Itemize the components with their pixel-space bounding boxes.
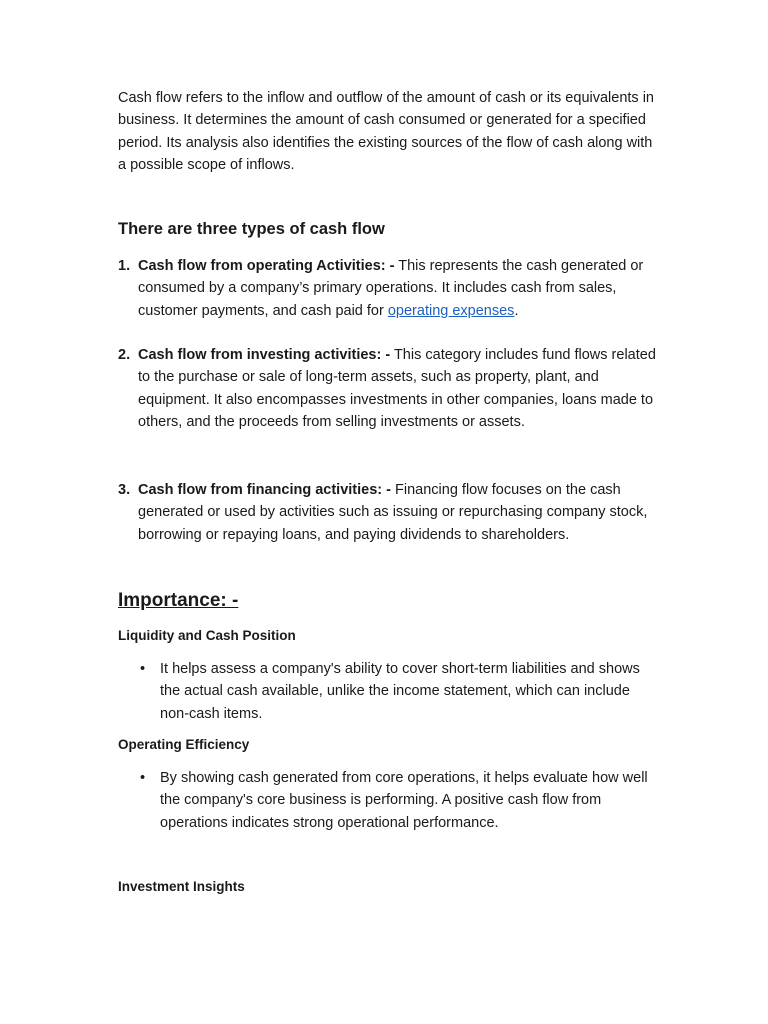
list-item-text: Financing flow focuses on the cash generated or used by activities such as issuing or repurchasing company stock, borrowing or repaying loans, and paying dividends to shareholders. <box>138 482 648 543</box>
list-number: 2. <box>118 347 131 363</box>
section-title-liquidity: Liquidity and Cash Position <box>118 628 296 643</box>
section-title-investment-insights: Investment Insights <box>118 879 245 894</box>
bullet-text: By showing cash generated from core operations, it helps evaluate how well the company's core business is performing. A positive cash flow from operations indicates strong operational performance. <box>160 770 648 831</box>
list-number: 3. <box>118 482 131 498</box>
list-item-lead: Cash flow from investing activities: - <box>138 347 391 363</box>
list-item-body <box>138 479 658 546</box>
document-page <box>118 87 658 894</box>
bullet-item-operating-efficiency <box>118 767 658 834</box>
list-item-financing <box>118 479 658 546</box>
list-item-lead: Cash flow from financing activities: - <box>138 482 391 498</box>
list-item-operating <box>118 255 658 322</box>
list-item-investing <box>118 344 658 434</box>
list-item-text: This category includes fund flows related to the purchase or sale of long-term assets, such as property, plant, and equipment. It also encompasses investments in other companies, loans made to others, and the proceeds from selling investments or assets. <box>138 347 656 431</box>
importance-heading: Importance: - <box>118 590 239 611</box>
bullet-glyph: • <box>140 770 146 786</box>
section-title-operating-efficiency: Operating Efficiency <box>118 737 250 752</box>
list-number: 1. <box>118 258 131 274</box>
list-item-tail: . <box>514 302 519 319</box>
list-item-text: This represents the cash generated or consumed by a company’s primary operations. It includes cash from sales, customer payments, and cash paid for <box>138 258 644 319</box>
operating-expenses-link[interactable]: operating expenses <box>387 302 515 319</box>
list-item-body <box>138 344 658 434</box>
types-heading: There are three types of cash flow <box>118 220 385 238</box>
bullet-text: It helps assess a company's ability to cover short-term liabilities and shows the actual cash available, unlike the income statement, which can include non-cash items. <box>160 661 640 722</box>
bullet-glyph: • <box>140 661 146 677</box>
list-item-lead: Cash flow from operating Activities: - <box>138 258 395 274</box>
list-item-body <box>138 255 658 322</box>
bullet-item-liquidity <box>118 658 658 725</box>
intro-paragraph: Cash flow refers to the inflow and outflow of the amount of cash or its equivalents in business. It determines the amount of cash consumed or generated for a specified period. Its analysis also identifies the existing sources of the flow of cash along with a possible scope of inflows. <box>118 90 654 174</box>
